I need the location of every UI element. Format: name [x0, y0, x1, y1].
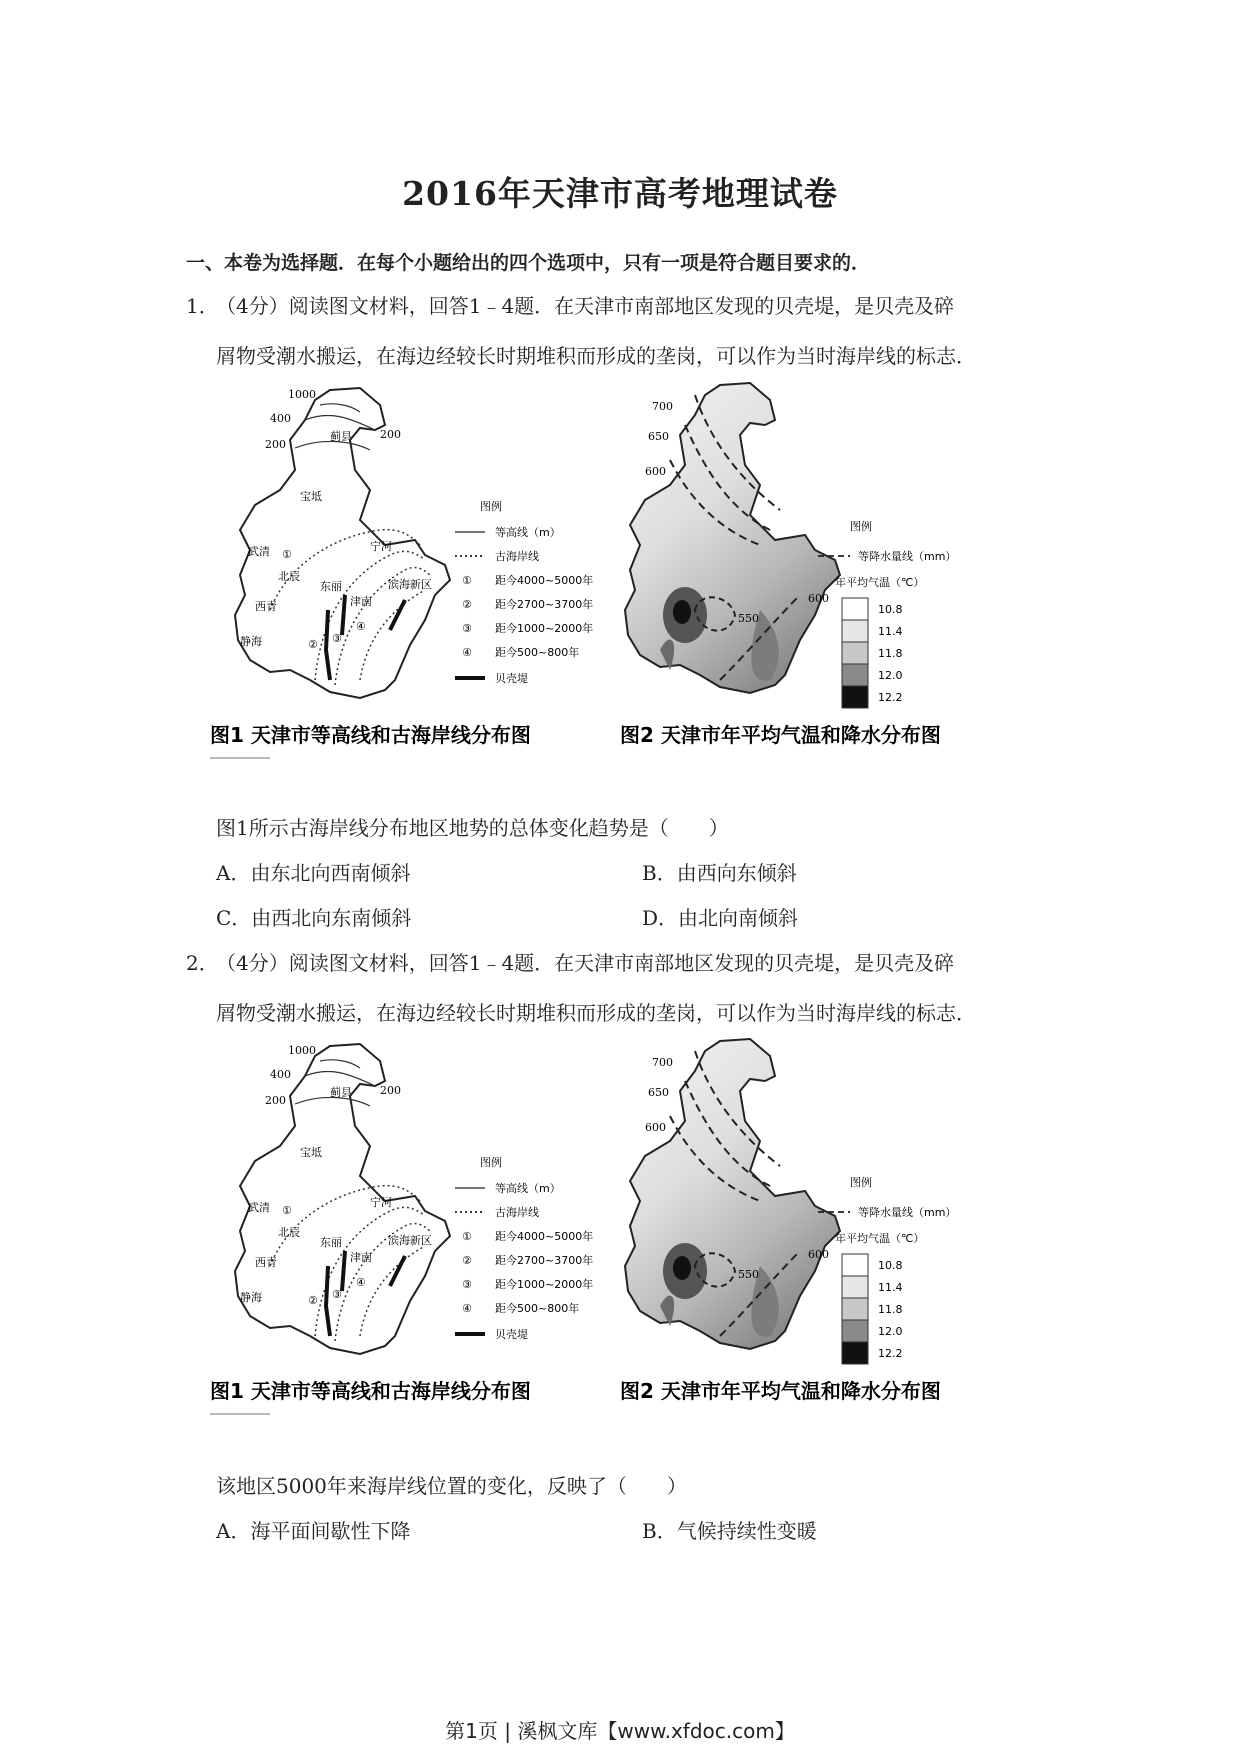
fig2-map: [625, 1039, 840, 1349]
fig2-legend-temp-2: 11.4: [878, 1281, 903, 1294]
fig1-legend-period-4: 距今500~800年: [495, 1302, 580, 1315]
fig1-contour-label-1000: 1000: [288, 1044, 316, 1057]
fig2-legend-temp-4: 12.0: [878, 1325, 903, 1338]
place-jinnan: 津南: [350, 595, 372, 608]
place-beichen: 北辰: [278, 1226, 300, 1239]
question-2-stem-line2: 屑物受潮水搬运，在海边经较长时期堆积而形成的垄岗，可以作为当时海岸线的标志．: [216, 1001, 976, 1025]
fig1-marker-2: ②: [308, 638, 318, 651]
place-binhai: 滨海新区: [388, 1234, 432, 1247]
question-1-number: 1．: [186, 294, 219, 318]
fig1-legend-period-3: 距今1000~2000年: [495, 1278, 594, 1291]
fig2-caption: 图2 天津市年平均气温和降水分布图: [620, 1379, 941, 1403]
fig2-isohyet-700: 700: [652, 400, 673, 413]
question-1-option-d[interactable]: D．由北向南倾斜: [642, 906, 799, 930]
place-dongli: 东丽: [320, 1236, 342, 1249]
fig2-legend-temp-title: 年平均气温（℃）: [835, 1232, 925, 1245]
fig1-caption: 图1 天津市等高线和古海岸线分布图: [210, 723, 531, 747]
fig1-legend-shell-ridge: 贝壳堤: [495, 1328, 528, 1341]
place-baodi: 宝坻: [300, 490, 322, 503]
question-2-number: 2．: [186, 951, 219, 975]
question-1-stem-line1: （4分）阅读图文材料，回答1﹣4题．在天津市南部地区发现的贝壳堤，是贝壳及碎: [216, 294, 955, 318]
fig1-legend-shell-ridge: 贝壳堤: [495, 672, 528, 685]
place-jinghai: 静海: [240, 1291, 262, 1304]
question-1-figure: [210, 380, 1080, 790]
place-ninghe: 宁河: [370, 540, 392, 553]
place-dongli: 东丽: [320, 580, 342, 593]
fig2-legend-title: 图例: [850, 1176, 872, 1189]
fig1-contour-label-200-east: 200: [380, 428, 401, 441]
question-1-option-b[interactable]: B．由西向东倾斜: [642, 861, 797, 885]
fig2-legend-temp-2: 11.4: [878, 625, 903, 638]
fig1-legend-period-1: 距今4000~5000年: [495, 574, 594, 587]
fig1-legend-marker-3: ③: [462, 622, 472, 635]
fig1-legend-marker-2: ②: [462, 1254, 472, 1267]
place-jixian: 蓟县: [330, 430, 352, 443]
fig2-legend-isohyet: 等降水量线（mm）: [858, 1206, 957, 1219]
section-heading: 一、本卷为选择题．在每个小题给出的四个选项中，只有一项是符合题目要求的．: [186, 252, 871, 274]
question-1-stem-line2: 屑物受潮水搬运，在海边经较长时期堆积而形成的垄岗，可以作为当时海岸线的标志．: [216, 344, 976, 368]
fig1-marker-1: ①: [282, 548, 292, 561]
fig1-legend-period-1: 距今4000~5000年: [495, 1230, 594, 1243]
fig1-marker-4: ④: [356, 620, 366, 633]
question-1-option-a[interactable]: A．由东北向西南倾斜: [216, 861, 411, 885]
fig2-isohyet-650: 650: [648, 1086, 669, 1099]
fig1-contour-label-400: 400: [270, 412, 291, 425]
place-binhai: 滨海新区: [388, 578, 432, 591]
place-jinnan: 津南: [350, 1251, 372, 1264]
page-footer: 第1页 | 溪枫文库【www.xfdoc.com】: [445, 1719, 795, 1743]
fig2-legend-temp-1: 10.8: [878, 1259, 903, 1272]
fig1-contour-label-200-west: 200: [265, 1094, 286, 1107]
fig1-legend: [455, 1155, 593, 1341]
fig1-marker-4: ④: [356, 1276, 366, 1289]
fig1-map: [235, 1044, 450, 1354]
fig2-legend-title: 图例: [850, 520, 872, 533]
question-2-option-a[interactable]: A．海平面间歇性下降: [216, 1519, 411, 1543]
place-xiqing: 西青: [255, 1256, 277, 1269]
place-ninghe: 宁河: [370, 1196, 392, 1209]
fig1-legend-period-3: 距今1000~2000年: [495, 622, 594, 635]
fig1-legend-marker-4: ④: [462, 646, 472, 659]
fig1-marker-3: ③: [332, 632, 342, 645]
place-xiqing: 西青: [255, 600, 277, 613]
fig1-legend-marker-4: ④: [462, 1302, 472, 1315]
fig2-legend-temp-title: 年平均气温（℃）: [835, 576, 925, 589]
place-jixian: 蓟县: [330, 1086, 352, 1099]
fig1-legend-contour: 等高线（m）: [495, 1182, 561, 1195]
place-jinghai: 静海: [240, 635, 262, 648]
question-1-prompt: 图1所示古海岸线分布地区地势的总体变化趋势是（ ）: [216, 816, 729, 840]
fig1-contour-label-200-west: 200: [265, 438, 286, 451]
fig2-caption: 图2 天津市年平均气温和降水分布图: [620, 723, 941, 747]
fig2-isohyet-600-south: 600: [808, 1248, 829, 1261]
fig2-isohyet-600-north: 600: [645, 465, 666, 478]
fig1-contour-label-1000: 1000: [288, 388, 316, 401]
place-wuqing: 武清: [248, 545, 270, 558]
fig2-legend-temp-4: 12.0: [878, 669, 903, 682]
fig2-isohyet-650: 650: [648, 430, 669, 443]
fig2-isohyet-600-north: 600: [645, 1121, 666, 1134]
fig2-legend-isohyet: 等降水量线（mm）: [858, 550, 957, 563]
page-title: 2016年天津市高考地理试卷: [402, 174, 838, 213]
place-wuqing: 武清: [248, 1201, 270, 1214]
fig1-legend-period-2: 距今2700~3700年: [495, 598, 594, 611]
fig2-isohyet-550: 550: [738, 612, 759, 625]
fig1-contour-label-400: 400: [270, 1068, 291, 1081]
fig2-legend: [818, 519, 956, 708]
fig1-contour-label-200-east: 200: [380, 1084, 401, 1097]
fig2-legend-temp-3: 11.8: [878, 647, 903, 660]
fig1-legend-period-2: 距今2700~3700年: [495, 1254, 594, 1267]
fig2-legend-temp-5: 12.2: [878, 691, 903, 704]
question-2-option-b[interactable]: B．气候持续性变暖: [642, 1519, 817, 1543]
fig1-marker-1: ①: [282, 1204, 292, 1217]
fig2-isohyet-700: 700: [652, 1056, 673, 1069]
fig1-map: [235, 388, 450, 698]
fig1-legend-marker-3: ③: [462, 1278, 472, 1291]
fig1-legend: [455, 499, 593, 685]
fig2-legend-temp-5: 12.2: [878, 1347, 903, 1360]
fig1-legend-marker-2: ②: [462, 598, 472, 611]
place-baodi: 宝坻: [300, 1146, 322, 1159]
fig1-legend-title: 图例: [480, 1156, 502, 1169]
place-beichen: 北辰: [278, 570, 300, 583]
fig1-legend-coastline: 古海岸线: [495, 550, 539, 563]
fig1-marker-3: ③: [332, 1288, 342, 1301]
fig2-isohyet-600-south: 600: [808, 592, 829, 605]
fig1-marker-2: ②: [308, 1294, 318, 1307]
question-1-option-c[interactable]: C．由西北向东南倾斜: [216, 906, 412, 930]
question-2-prompt: 该地区5000年来海岸线位置的变化，反映了（ ）: [216, 1474, 687, 1498]
fig1-legend-marker-1: ①: [462, 1230, 472, 1243]
question-2-figure: [210, 1036, 1080, 1446]
fig2-legend-temp-1: 10.8: [878, 603, 903, 616]
fig2-legend: [818, 1175, 956, 1364]
fig1-legend-coastline: 古海岸线: [495, 1206, 539, 1219]
fig1-legend-marker-1: ①: [462, 574, 472, 587]
fig2-isohyet-550: 550: [738, 1268, 759, 1281]
fig2-legend-temp-3: 11.8: [878, 1303, 903, 1316]
fig1-caption: 图1 天津市等高线和古海岸线分布图: [210, 1379, 531, 1403]
fig1-legend-contour: 等高线（m）: [495, 526, 561, 539]
fig1-legend-title: 图例: [480, 500, 502, 513]
fig1-legend-period-4: 距今500~800年: [495, 646, 580, 659]
fig2-map: [625, 383, 840, 693]
question-2-stem-line1: （4分）阅读图文材料，回答1﹣4题．在天津市南部地区发现的贝壳堤，是贝壳及碎: [216, 951, 955, 975]
